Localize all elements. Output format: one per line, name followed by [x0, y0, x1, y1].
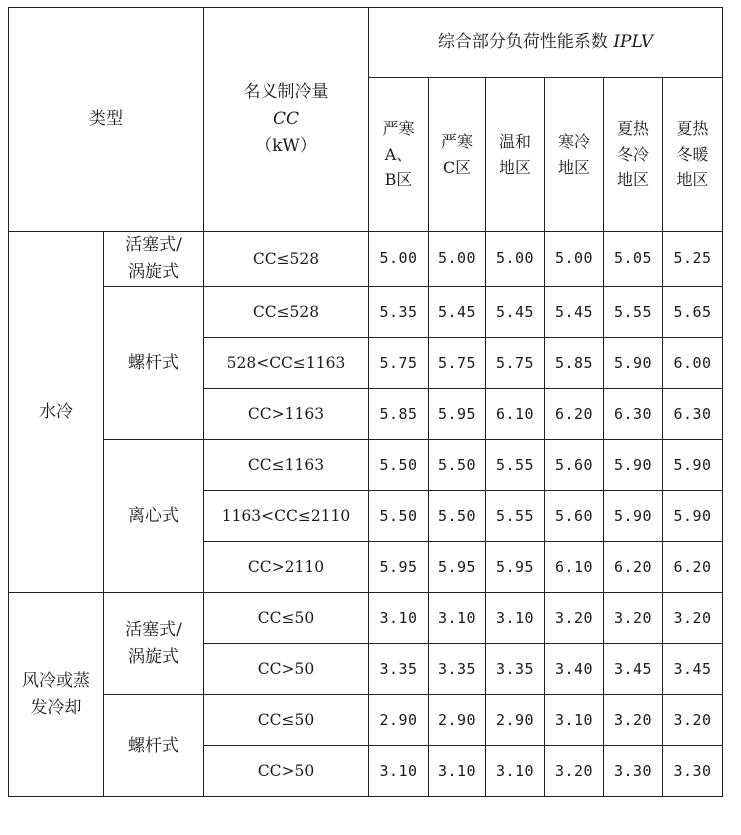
iplv-header	[369, 8, 723, 78]
value-cell: 5.85	[369, 389, 429, 440]
value-cell: 3.35	[429, 644, 486, 695]
zone-header-line: 夏热	[616, 119, 649, 139]
value-cell: 5.75	[429, 338, 486, 389]
group-line: 发冷却	[30, 697, 82, 718]
value-cell: 3.10	[486, 746, 545, 797]
value-cell: 3.35	[369, 644, 429, 695]
value-cell: 5.85	[545, 338, 604, 389]
subtype-line: 活塞式/	[125, 619, 182, 640]
value-cell: 5.55	[486, 491, 545, 542]
value-cell: 3.10	[486, 593, 545, 644]
value-cell: 5.90	[663, 440, 723, 491]
value-cell: 6.20	[545, 389, 604, 440]
capacity-header-line1: 名义制冷量	[243, 81, 329, 102]
value-cell: 3.10	[429, 593, 486, 644]
zone-header-line: A、	[384, 144, 413, 164]
value-cell: 3.30	[604, 746, 663, 797]
table-row	[9, 232, 723, 287]
value-cell: 6.10	[545, 542, 604, 593]
iplv-header-abbr: IPLV	[613, 32, 654, 53]
zone-header-line: 冬暖	[676, 144, 709, 164]
capacity-condition: CC≤50	[204, 593, 369, 644]
value-cell: 5.75	[486, 338, 545, 389]
value-cell: 3.45	[604, 644, 663, 695]
zone-header	[429, 78, 486, 232]
value-cell: 3.20	[604, 593, 663, 644]
value-cell: 2.90	[429, 695, 486, 746]
subtype-centrifugal: 离心式	[104, 440, 204, 593]
group-air-cooled	[9, 593, 104, 797]
capacity-header-unit: （kW）	[255, 136, 317, 157]
table-row	[9, 593, 723, 644]
capacity-condition: 1163<CC≤2110	[204, 491, 369, 542]
zone-header	[663, 78, 723, 232]
value-cell: 5.95	[486, 542, 545, 593]
value-cell: 5.95	[369, 542, 429, 593]
capacity-condition: CC>50	[204, 644, 369, 695]
value-cell: 5.00	[545, 232, 604, 287]
value-cell: 5.35	[369, 287, 429, 338]
value-cell: 5.00	[429, 232, 486, 287]
capacity-header	[204, 8, 369, 232]
value-cell: 3.10	[545, 695, 604, 746]
value-cell: 6.10	[486, 389, 545, 440]
subtype-screw: 螺杆式	[104, 287, 204, 440]
group-line: 风冷或蒸	[22, 670, 90, 691]
capacity-condition: CC>50	[204, 746, 369, 797]
value-cell: 5.95	[429, 542, 486, 593]
value-cell: 5.45	[429, 287, 486, 338]
value-cell: 6.20	[604, 542, 663, 593]
group-water-cooled: 水冷	[9, 232, 104, 593]
capacity-condition: CC>2110	[204, 542, 369, 593]
value-cell: 6.30	[663, 389, 723, 440]
value-cell: 5.50	[369, 491, 429, 542]
subtype-screw: 螺杆式	[104, 695, 204, 797]
value-cell: 5.60	[545, 440, 604, 491]
value-cell: 2.90	[486, 695, 545, 746]
value-cell: 5.55	[486, 440, 545, 491]
subtype-line: 涡旋式	[127, 646, 179, 667]
zone-header-line: 地区	[676, 170, 709, 190]
subtype-piston	[104, 232, 204, 287]
type-header: 类型	[9, 8, 204, 232]
capacity-condition: CC≤528	[204, 287, 369, 338]
value-cell: 3.20	[604, 695, 663, 746]
value-cell: 3.20	[663, 695, 723, 746]
capacity-condition: CC≤50	[204, 695, 369, 746]
iplv-header-title: 综合部分负荷性能系数	[437, 32, 614, 53]
value-cell: 5.50	[429, 491, 486, 542]
value-cell: 3.40	[545, 644, 604, 695]
value-cell: 6.00	[663, 338, 723, 389]
capacity-condition: CC>1163	[204, 389, 369, 440]
iplv-table	[8, 7, 723, 797]
zone-header-line: 地区	[498, 157, 531, 177]
zone-header	[604, 78, 663, 232]
table-row	[9, 440, 723, 491]
value-cell: 5.95	[429, 389, 486, 440]
value-cell: 5.55	[604, 287, 663, 338]
zone-header-line: C区	[442, 157, 472, 177]
table-row	[9, 695, 723, 746]
zone-header	[545, 78, 604, 232]
zone-header	[486, 78, 545, 232]
value-cell: 3.10	[369, 593, 429, 644]
zone-header-line: 地区	[616, 170, 649, 190]
zone-header-line: 寒冷	[557, 131, 590, 151]
value-cell: 3.20	[663, 593, 723, 644]
value-cell: 5.05	[604, 232, 663, 287]
zone-header-line: 夏热	[676, 119, 709, 139]
value-cell: 5.90	[663, 491, 723, 542]
zone-header-line: 严寒	[440, 131, 473, 151]
zone-header-line: 温和	[498, 131, 531, 151]
value-cell: 6.30	[604, 389, 663, 440]
value-cell: 5.50	[369, 440, 429, 491]
value-cell: 5.60	[545, 491, 604, 542]
value-cell: 3.20	[545, 746, 604, 797]
value-cell: 5.25	[663, 232, 723, 287]
capacity-condition: 528<CC≤1163	[204, 338, 369, 389]
zone-header	[369, 78, 429, 232]
subtype-piston	[104, 593, 204, 695]
value-cell: 2.90	[369, 695, 429, 746]
value-cell: 5.00	[369, 232, 429, 287]
capacity-header-symbol: CC	[272, 108, 299, 129]
zone-header-line: 冬冷	[616, 144, 649, 164]
value-cell: 5.00	[486, 232, 545, 287]
value-cell: 5.90	[604, 440, 663, 491]
value-cell: 5.90	[604, 491, 663, 542]
table-row	[9, 287, 723, 338]
value-cell: 3.10	[369, 746, 429, 797]
zone-header-line: 严寒	[382, 119, 415, 139]
zone-header-line: 地区	[557, 157, 590, 177]
subtype-line: 涡旋式	[127, 262, 179, 283]
value-cell: 6.20	[663, 542, 723, 593]
value-cell: 3.35	[486, 644, 545, 695]
value-cell: 3.30	[663, 746, 723, 797]
capacity-condition: CC≤528	[204, 232, 369, 287]
zone-header-line: B区	[384, 170, 413, 190]
subtype-line: 活塞式/	[125, 235, 182, 255]
value-cell: 5.45	[486, 287, 545, 338]
value-cell: 3.45	[663, 644, 723, 695]
value-cell: 3.20	[545, 593, 604, 644]
value-cell: 5.50	[429, 440, 486, 491]
value-cell: 5.90	[604, 338, 663, 389]
value-cell: 5.75	[369, 338, 429, 389]
value-cell: 5.65	[663, 287, 723, 338]
value-cell: 5.45	[545, 287, 604, 338]
value-cell: 3.10	[429, 746, 486, 797]
capacity-condition: CC≤1163	[204, 440, 369, 491]
